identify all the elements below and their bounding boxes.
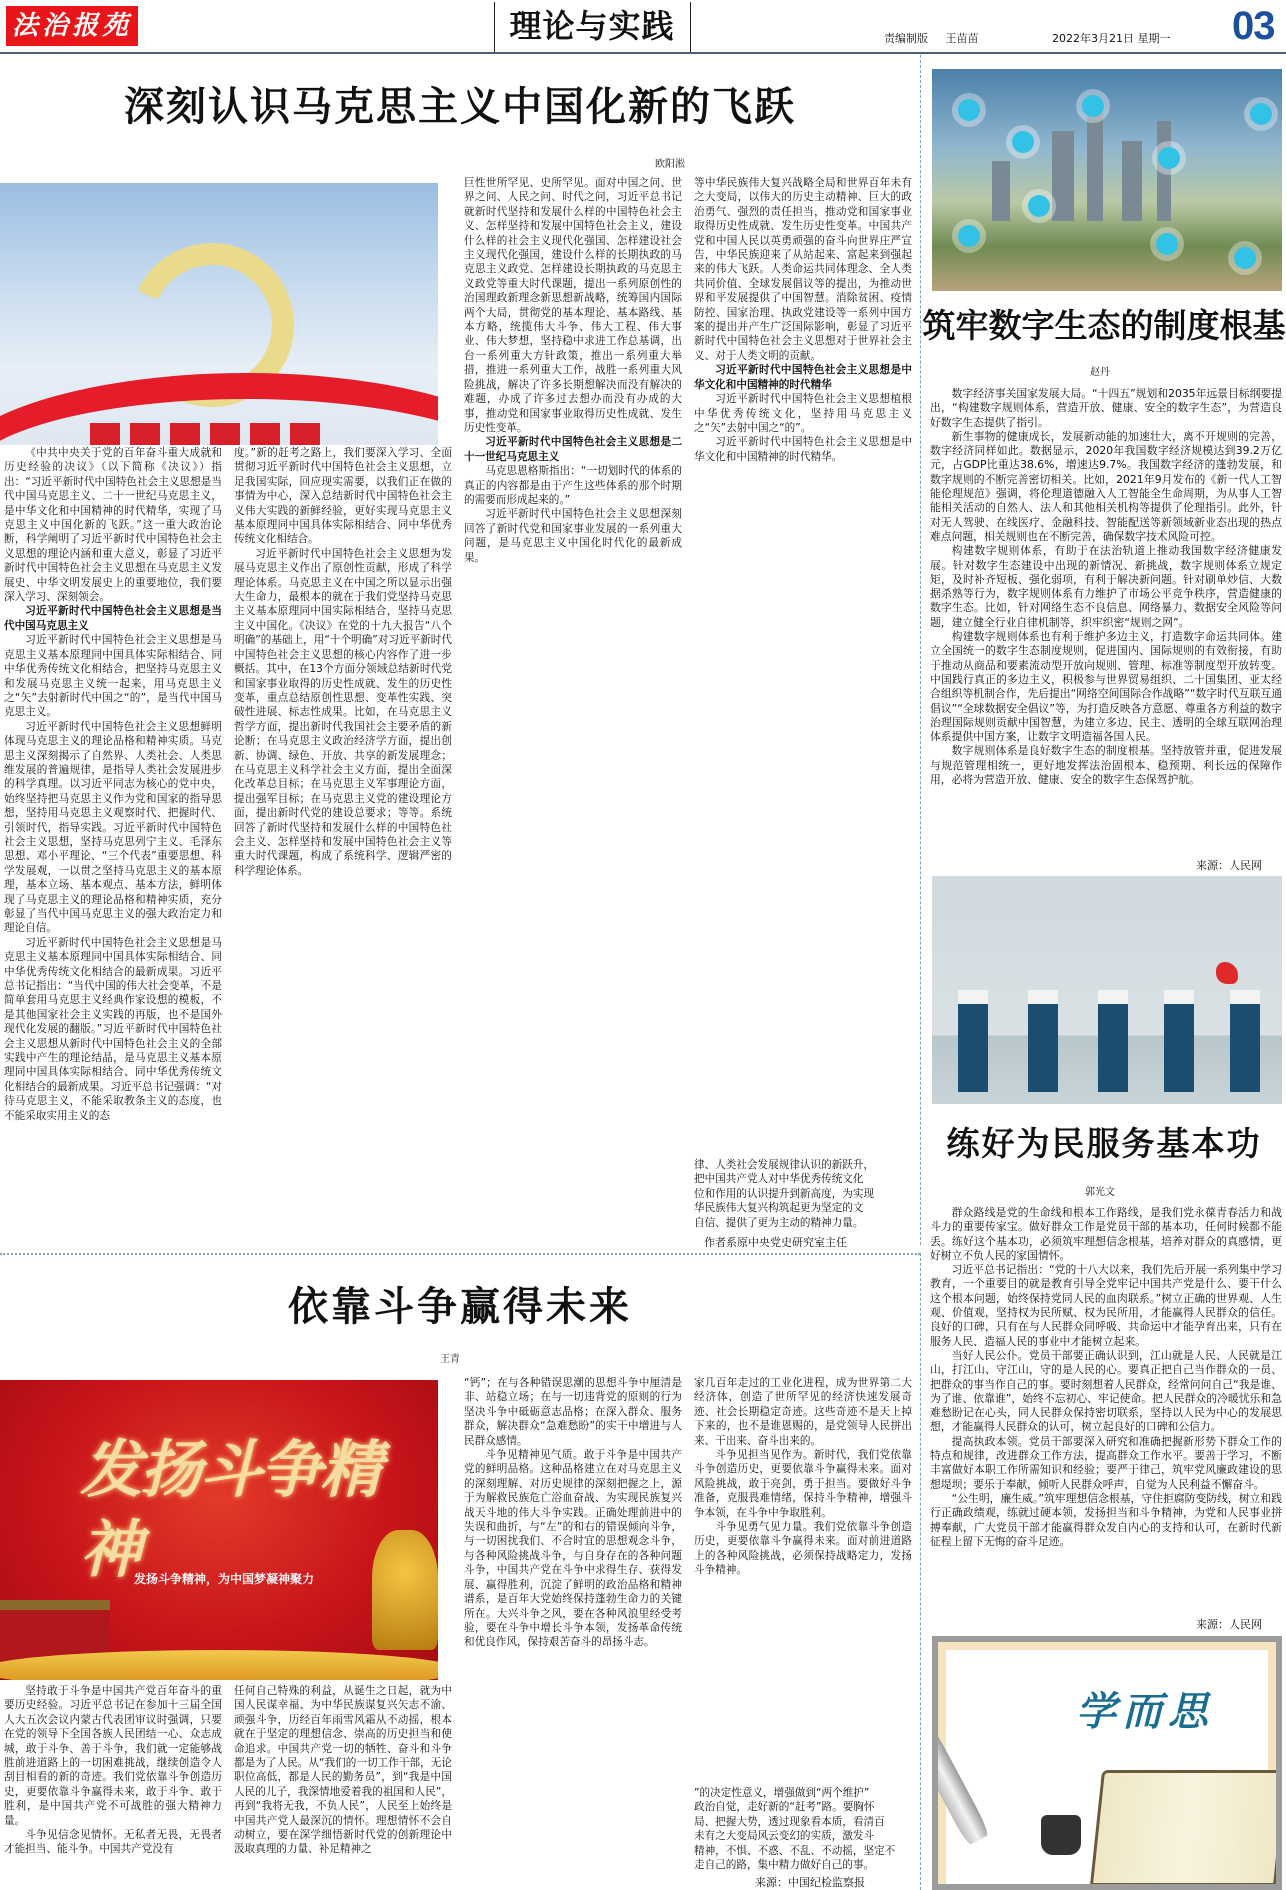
- editor-credit: [884, 30, 979, 46]
- network-node-icon: [1012, 131, 1034, 153]
- editor-label: 责编制版: [884, 32, 928, 45]
- struggle-spirit-image: [0, 1380, 438, 1680]
- paragraph: 坚持敢于斗争是中国共产党百年奋斗的重要历史经验。习近平总书记在参加十三届全国人大五次会议内蒙古代表团审议时强调，只要在党的领导下全国各族人民团结一心、众志成城，敢于斗争、善于斗争，我们就一定能够战胜前进道路上的一切困难挑战，继续创造令人刮目相看的新的奇迹。我们党依靠斗争创造历史，更要依靠斗争赢得未来，敢于斗争、敢于胜利，是中国共产党不可战胜的强大精神力量。: [4, 1685, 222, 1827]
- subheading: 习近平新时代中国特色社会主义思想是二十一世纪马克思主义: [464, 436, 682, 463]
- building: [1157, 121, 1171, 221]
- paragraph: 当好人民公仆。党员干部要正确认识到，江山就是人民、人民就是江山，打江山、守江山，守的是人民的心。要真正把自己当作群众的一员、把群众的事当作自己的事。要时刻想着人民群众，经常问问自己“我是谁、为了谁、依靠谁”，始终不忘初心、牢记使命。把人民群众的冷暖忧乐和急难愁盼记在心头，同人民群众保持密切联系，坚持以人民为中心的发展思想，才能赢得人民群众的认可，树立起良好的口碑和公信力。: [930, 1348, 1282, 1434]
- paragraph: 习近平新时代中国特色社会主义思想深刻回答了新时代党和国家事业发展的一系列重大问题，是马克思主义中国化时代化的最新成果。: [464, 508, 682, 564]
- building: [1122, 141, 1142, 221]
- network-node-icon: [958, 225, 980, 247]
- article-author: 王青: [440, 1354, 460, 1365]
- author-note: 作者系原中央党史研究室主任: [704, 1236, 847, 1249]
- subheading: 习近平新时代中国特色社会主义思想是中华文化和中国精神的时代精华: [694, 364, 912, 391]
- section-separator: [0, 1253, 920, 1255]
- book-icon: [1230, 990, 1260, 1092]
- ending-line: 自信、提供了更为主动的精神力量。: [694, 1216, 864, 1229]
- network-node-icon: [1234, 247, 1256, 269]
- ending-line: 位和作用的认识提升到新高度，为实现: [694, 1187, 875, 1200]
- article-column-1: [4, 446, 222, 1246]
- smart-city-image: [932, 69, 1282, 291]
- building: [992, 161, 1010, 221]
- paragraph: 巨性世所罕见、史所罕见。面对中国之问、世界之问、人民之问、时代之问，习近平总书记就新时代坚持和发展什么样的中国特色社会主义、怎样坚持和发展中国特色社会主义，建设什么样的社会主义现代化强国、怎样建设社会主义现代化强国，建设什么样的长期执政的马克思主义政党、怎样建设长期执政的马克思主义政党等重大时代课题，提出一系列原创性的治国理政新理念新思想新战略，统筹国内国际两个大局，贯彻党的基本理论、基本路线、基本方略，统揽伟大斗争、伟大工程、伟大事业、伟大梦想，坚持稳中求进工作总基调，出台一系列重大方针政策，推出一系列重大举措，推进一系列重大工作，战胜一系列重大风险挑战，解决了许多长期想解决而没有解决的难题，办成了许多过去想办而没有办成的大事，推动党和国家事业取得历史性成就、发生历史性变革。: [464, 177, 682, 434]
- party-emblem-image: [0, 183, 438, 445]
- paragraph: 等中华民族伟大复兴战略全局和世界百年未有之大变局，以伟大的历史主动精神、巨大的政治勇气、强烈的责任担当，推动党和国家事业取得历史性成就、发生历史性变革。中国共产党和中国人民以英勇顽强的奋斗向世界庄严宣告，中华民族迎来了从站起来、富起来到强起来的伟大飞跃。人类命运共同体理念、全人类共同价值、全球发展倡议等的提出，为推动世界和平发展提供了中国智慧。消除贫困、疫情防控、国家治理、执政党建设等一系列中国方案的提出并产生广泛国际影响，彰显了习近平新时代中国特色社会主义思想对于世界社会主义、对于人类文明的贡献。: [694, 177, 912, 362]
- network-node-icon: [1028, 195, 1050, 217]
- column-separator: [920, 1253, 921, 1890]
- image-slogan: 发扬斗争精神，为中国梦凝神聚力: [134, 1572, 315, 1586]
- paragraph: 斗争见担当见作为。新时代，我们党依靠斗争创造历史，更要依靠斗争赢得未来。面对风险挑战，敢于亮剑，勇于担当。要做好斗争准备，克服畏难情绪，保持斗争精神，增强斗争本领，在斗争中争取胜利。: [694, 1449, 912, 1519]
- ending-line: 律、人类社会发展规律认识的新跃升，: [694, 1159, 875, 1171]
- books-jump-illustration: [932, 876, 1282, 1104]
- building: [1087, 111, 1103, 221]
- article-author: 欧阳淞: [655, 159, 685, 170]
- paragraph: 习近平新时代中国特色社会主义思想植根中华优秀传统文化，坚持用马克思主义之“矢”去射中国之“的”。: [694, 393, 912, 434]
- illustration-title: 学而思: [1076, 1688, 1214, 1735]
- paragraph: 群众路线是党的生命线和根本工作路线，是我们党永葆青春活力和战斗力的重要传家宝。做好群众工作是党员干部的基本功，任何时候都不能丢。练好这个基本功，必须筑牢理想信念根基，培养对群众的真感情，更好树立不负人民的家国情怀。: [930, 1206, 1282, 1262]
- paragraph: 新生事物的健康成长，发展新动能的加速壮大，离不开规则的完善，数字经济同样如此。数据显示，2020年我国数字经济规模达到39.2万亿元，占GDP比重达38.6%，增速达9.7%。我国数字经济的蓬勃发展，和数字规则的不断完善密切相关。比如，2021年9月发布的《新一代人工智能伦理规范》强调，将伦理道德融入人工智能全生命周期，为从事人工智能相关活动的自然人、法人和其他相关机构等提供了伦理指引。此外，针对无人驾驶、在线医疗、金融科技、智能配送等新领域新业态出现的热点难点问题，相关规则也在不断完善，确保数字技术风险可控。: [930, 429, 1282, 543]
- article-body: [930, 387, 1282, 852]
- building: [1052, 131, 1074, 221]
- book-icon: [1098, 990, 1128, 1092]
- network-node-icon: [1082, 95, 1104, 117]
- cloud-icon: [958, 99, 980, 121]
- paragraph: 习近平新时代中国特色社会主义思想是马克思主义基本原理同中国具体实际相结合、同中华优秀传统文化相结合的最新成果。习近平总书记指出：“当代中国的伟大社会变革，不是简单套用马克思主义经典作家设想的模板，不是其他国家社会主义实践的再版，也不是国外现代化发展的翻版。”习近平新时代中国特色社会主义思想从新时代中国特色社会主义的全部实践中产生的理论结晶，是马克思主义基本原理同中国具体实际相结合、同中华优秀传统文化相结合的最新成果。习近平总书记强调：“对待马克思主义，不能采取教条主义的态度，也不能采取实用主义的态: [4, 936, 222, 1122]
- paragraph: 习近平新时代中国特色社会主义思想是马克思主义基本原理同中国具体实际相结合、同中华优秀传统文化相结合，把坚持马克思主义和发展马克思主义统一起来，用马克思主义之“矢”去射新时代中国之“的”，是当代中国马克思主义。: [4, 634, 222, 719]
- laptop-icon: [1250, 103, 1272, 125]
- inkwell-icon: [1041, 1815, 1081, 1855]
- illustration-panel: [946, 1650, 1268, 1884]
- calligraphy-banner: 发扬斗争精神: [80, 1433, 381, 1586]
- paragraph: 习近平新时代中国特色社会主义思想是中华文化和中国精神的时代精华。: [694, 436, 912, 463]
- ending-line: ”的决定性意义，增强做到“两个维护”: [694, 1787, 870, 1799]
- ending-line: 局、把握大势，透过现象看本质，看清百: [694, 1815, 885, 1828]
- editor-name: 王苗苗: [945, 32, 979, 45]
- ending-line: 政治自觉，走好新的“赶考”路。要胸怀: [694, 1801, 875, 1814]
- paragraph: 《中共中央关于党的百年奋斗重大成就和历史经验的决议》（以下简称《决议》）指出：“习近平新时代中国特色社会主义思想是当代中国马克思主义、二十一世纪马克思主义，是中华文化和中国精神的时代精华，实现了马克思主义中国化新的飞跃。”这一重大政治论断，科学阐明了习近平新时代中国特色社会主义思想的理论内涵和重大意义，彰显了习近平新时代中国特色社会主义思想在马克思主义发展史、中华文明发展史上的重要地位，我们要深入学习、深刻领会。: [4, 447, 222, 604]
- open-book-icon: [1090, 1770, 1282, 1886]
- quill-pen-icon: [932, 1684, 990, 1846]
- article-source: 来源：人民网: [1196, 859, 1262, 872]
- paragraph: 马克思恩格斯指出：“一切划时代的体系的真正的内容都是由于产生这些体系的那个时期的需要而形成起来的。”: [464, 465, 682, 506]
- article-title[interactable]: 筑牢数字生态的制度根基: [922, 306, 1286, 345]
- article-title[interactable]: 依靠斗争赢得未来: [288, 1284, 632, 1330]
- ending-line: 走自己的路，集中精力做好自己的事。: [694, 1859, 875, 1872]
- divider: [690, 2, 691, 52]
- flag-icon: [210, 423, 240, 445]
- article-source: 来源：人民网: [1196, 1618, 1262, 1631]
- paragraph: 家几百年走过的工业化进程，成为世界第二大经济体，创造了世所罕见的经济快速发展奇迹、社会长期稳定奇迹。这些奇迹不是天上掉下来的，也不是谁恩赐的，是党领导人民拼出来、干出来、奋斗出来的。: [694, 1377, 912, 1447]
- paragraph: “公生明，廉生威。”筑牢理想信念根基，守住拒腐防变防线，树立和践行正确政绩观，练就过硬本领，发扬担当和斗争精神，为党和人民事业拼搏奉献，广大党员干部才能赢得群众发自内心的支持和认可，在新时代新征程上留下无悔的奋斗足迹。: [930, 1491, 1282, 1548]
- article-title[interactable]: 练好为民服务基本功: [946, 1124, 1262, 1163]
- article-column-3: [464, 1376, 682, 1890]
- article-title[interactable]: 深刻认识马克思主义中国化新的飞跃: [124, 84, 796, 130]
- article-source: 来源：中国纪检监察报: [755, 1876, 865, 1889]
- flag-icon: [130, 423, 160, 445]
- article-column-3: [464, 176, 682, 1246]
- paragraph: 习近平总书记指出：“党的十八大以来，我们先后开展一系列集中学习教育，一个重要目的就是教育引导全党牢记中国共产党是什么、要干什么这个根本问题，始终保持党同人民的血肉联系。”树立正确的世界观、人生观、价值观，坚持权为民所赋、权为民所用，才能赢得人民群众的信任。良好的口碑，只有在与人民群众同呼吸、共命运中才能孕育出来，只有在服务人民、造福人民的事业中才能树立起来。: [930, 1263, 1282, 1348]
- section-title: 理论与实践: [509, 7, 675, 45]
- paragraph: 数字规则体系是良好数字生态的制度根基。坚持放管并重，促进发展与规范管理相统一，更好地发挥法治固根本、稳预期、利长远的保障作用，必将为营造开放、健康、安全的数字生态保驾护航。: [930, 744, 1282, 787]
- article-column-1: [4, 1684, 222, 1890]
- paragraph: 构建数字规则体系，有助于在法治轨道上推动我国数字经济健康发展。针对数字生态建设中出现的新情况、新挑战，数字规则体系立规定矩，及时补齐短板、强化弱项，有利于解决新问题。针对刷单炒信、大数据杀熟等行为，数字规则体系有力维护了市场公平竞争秩序，营造健康的数字生态。比如，针对网络生态不良信息、网络暴力、数据安全风险等问题，建立健全行业自律机制等，织牢织密“规则之网”。: [930, 544, 1282, 629]
- learn-think-illustration: [932, 1636, 1282, 1890]
- flag-icon: [170, 423, 200, 445]
- article-author: 郭光文: [1085, 1187, 1115, 1198]
- paragraph: 任何自己特殊的利益，从诞生之日起，就为中国人民谋幸福、为中华民族谋复兴矢志不渝、顽强斗争，历经百年雨雪风霜从不动摇，根本就在于坚定的理想信念、崇高的历史担当和使命追求。中国共产党一切的牺牲、奋斗和斗争都是为了人民。从“我们的一切工作干部，无论职位高低，都是人民的勤务员”，到“我是中国人民的儿子，我深情地爱着我的祖国和人民”，再到“我将无我，不负人民”，人民至上始终是中国共产党人最深沉的情怀。理想情怀不会自动树立，要在深学细悟新时代党的创新理论中汲取真理的力量、补足精神之: [234, 1685, 452, 1856]
- paragraph: “钙”；在与各种错误思潮的思想斗争中厘清是非、站稳立场；在与一切违背党的原则的行为坚决斗争中砥砺意志品格；在深入群众、服务群众，解决群众“急难愁盼”的实干中增进与人民群众感情。: [464, 1377, 682, 1447]
- article-column-2: [234, 446, 452, 1246]
- book-icon: [958, 990, 988, 1092]
- paragraph: 度。”新的赶考之路上，我们要深入学习、全面贯彻习近平新时代中国特色社会主义思想，立足我国实际，回应现实需要，以我们正在做的事情为中心，深入总结新时代中国特色社会主义伟大实践的新鲜经验，更好实现马克思主义基本原理同中国具体实际相结合、同中华优秀传统文化相结合。: [234, 447, 452, 546]
- flag-icon: [250, 423, 280, 445]
- car-icon: [1156, 233, 1178, 255]
- article-column-2: [234, 1684, 452, 1890]
- flag-icon: [290, 423, 320, 445]
- book-icon: [1164, 990, 1194, 1092]
- stone-lion-icon: [372, 1530, 438, 1650]
- paragraph: 斗争见精神见气质。敢于斗争是中国共产党的鲜明品格。这种品格建立在对马克思主义的深刻理解、对历史规律的深刻把握之上，源于为解救民族危亡浴血奋战、为实现民族复兴战天斗地的伟大斗争实践。正确处理前进中的失误和曲折，与“左”的和右的错误倾向斗争，与一切困扰我们、不合时宜的思想观念斗争，与各种风险挑战斗争，与自身存在的各种问题斗争，中国共产党在斗争中求得生存、获得发展、赢得胜利，沉淀了鲜明的政治品格和精神谱系，是百年大党始终保持蓬勃生命力的关键所在。大兴斗争之风，要在各种风浪里经受考验，要在斗争中增长斗争本领，发扬革命传统和优良作风，保持艰苦奋斗的昂扬斗志。: [464, 1449, 682, 1649]
- article-author: 赵丹: [1090, 367, 1110, 378]
- ending-line: 把中国共产党人对中华优秀传统文化: [694, 1173, 864, 1186]
- column-separator: [920, 55, 921, 1245]
- page-number: 03: [1232, 4, 1275, 48]
- article-body: [930, 1206, 1282, 1616]
- paragraph: 习近平新时代中国特色社会主义思想鲜明体现马克思主义的理论品格和精神实质。马克思主义深刻揭示了自然界、人类社会、人类思维发展的普遍规律，是指导人类社会发展进步的科学真理。以习近平同志为核心的党中央，始终坚持把马克思主义作为党和国家的指导思想，坚持用马克思主义观察时代、把握时代、引领时代，指导实践。习近平新时代中国特色社会主义思想，坚持马克思列宁主义、毛泽东思想、邓小平理论、“三个代表”重要思想、科学发展观，一以贯之坚持马克思主义的基本原理，基本立场、基本观点、基本方法，鲜明体现了马克思主义的理论品格和精神实质，充分彰显了当代中国马克思主义的强大政治定力和理论自信。: [4, 720, 222, 935]
- flag-icon: [90, 423, 120, 445]
- article-column-4: [694, 1376, 912, 1784]
- paragraph: 习近平新时代中国特色社会主义思想为发展马克思主义作出了原创性贡献，形成了科学理论体系。马克思主义在中国之所以显示出强大生命力，最根本的就在于我们党坚持马克思主义基本原理同中国实际相结合，坚持马克思主义中国化。《决议》在党的十九大报告“八个明确”的基础上，用“十个明确”对习近平新时代中国特色社会主义思想的核心内容作了进一步概括。其中，在13个方面分领域总结新时代党和国家事业取得的历史性成就、发生的历史性变革，重点总结原创性思想、变革性实践、突破性进展、标志性成果。比如，在马克思主义哲学方面，提出新时代我国社会主要矛盾的新论断；在马克思主义政治经济学方面，提出创新、协调、绿色、开放、共享的新发展理念；在马克思主义科学社会主义方面，提出全面深化改革总目标；在马克思主义军事理论方面，提出强军目标；在马克思主义党的建设理论方面，提出新时代党的建设总要求；等等。系统回答了新时代坚持和发展什么样的中国特色社会主义、怎样坚持和发展中国特色社会主义等重大时代课题，构成了系统科学、逻辑严密的科学理论体系。: [234, 547, 452, 877]
- book-icon: [1028, 990, 1058, 1092]
- wifi-icon: [1158, 147, 1180, 169]
- issue-date: 2022年3月21日 星期一: [1052, 32, 1171, 45]
- article-ending: [694, 1158, 912, 1234]
- ending-line: 精神，不惧、不惑、不乱、不动摇，坚定不: [694, 1844, 896, 1857]
- paragraph: 斗争见勇气见力量。我们党依靠斗争创造历史，更要依靠斗争赢得未来。面对前进道路上的各种风险挑战，必须保持战略定力，发扬斗争精神。: [694, 1521, 912, 1577]
- ending-line: 华民族伟大复兴构筑起更为坚定的文: [694, 1202, 864, 1215]
- running-person-icon: [1216, 962, 1238, 984]
- paragraph: 斗争见信念见情怀。无私者无畏，无畏者才能担当、能斗争。中国共产党没有: [4, 1829, 222, 1856]
- article-ending: [694, 1786, 912, 1874]
- paragraph: 构建数字规则体系也有利于维护多边主义，打造数字命运共同体。建立全国统一的数字生态制度规则，促进国内、国际规则的有效衔接，有助于推动从商品和要素流动型开放向规则、管理、标准等制度型开放转变。中国践行真正的多边主义，积极参与世界贸易组织、二十国集团、亚太经合组织等机制合作，先后提出“网络空间国际合作战略”“数字时代互联互通倡议”“全球数据安全倡议”等，为打造反映各方意愿、尊重各方利益的数字治理国际规则贡献中国智慧，为建立多边、民主、透明的全球互联网治理体系提供中国方案，让数字文明造福各国人民。: [930, 630, 1282, 744]
- paragraph: 数字经济事关国家发展大局。“十四五”规划和2035年远景目标纲要提出，“构建数字规则体系，营造开放、健康、安全的数字生态”，为营造良好数字生态提供了指引。: [930, 387, 1282, 429]
- article-column-4: [694, 176, 912, 1151]
- ending-line: 未有之大变局风云变幻的实质，激发斗: [694, 1830, 875, 1843]
- paragraph: 提高执政本领。党员干部要深入研究和准确把握新形势下群众工作的特点和规律，改进群众工作方法，提高群众工作水平。要善于学习，不断丰富做好本职工作所需知识和经验；要严于律己，筑牢党风廉政建设的思想堤坝；要乐于奉献，倾听人民群众呼声，自觉为人民利益不懈奋斗。: [930, 1434, 1282, 1491]
- newspaper-logo[interactable]: 法治报苑: [6, 6, 138, 46]
- masthead: [0, 0, 1286, 54]
- subheading: 习近平新时代中国特色社会主义思想是当代中国马克思主义: [4, 605, 222, 632]
- golden-ribbon: [0, 1650, 438, 1680]
